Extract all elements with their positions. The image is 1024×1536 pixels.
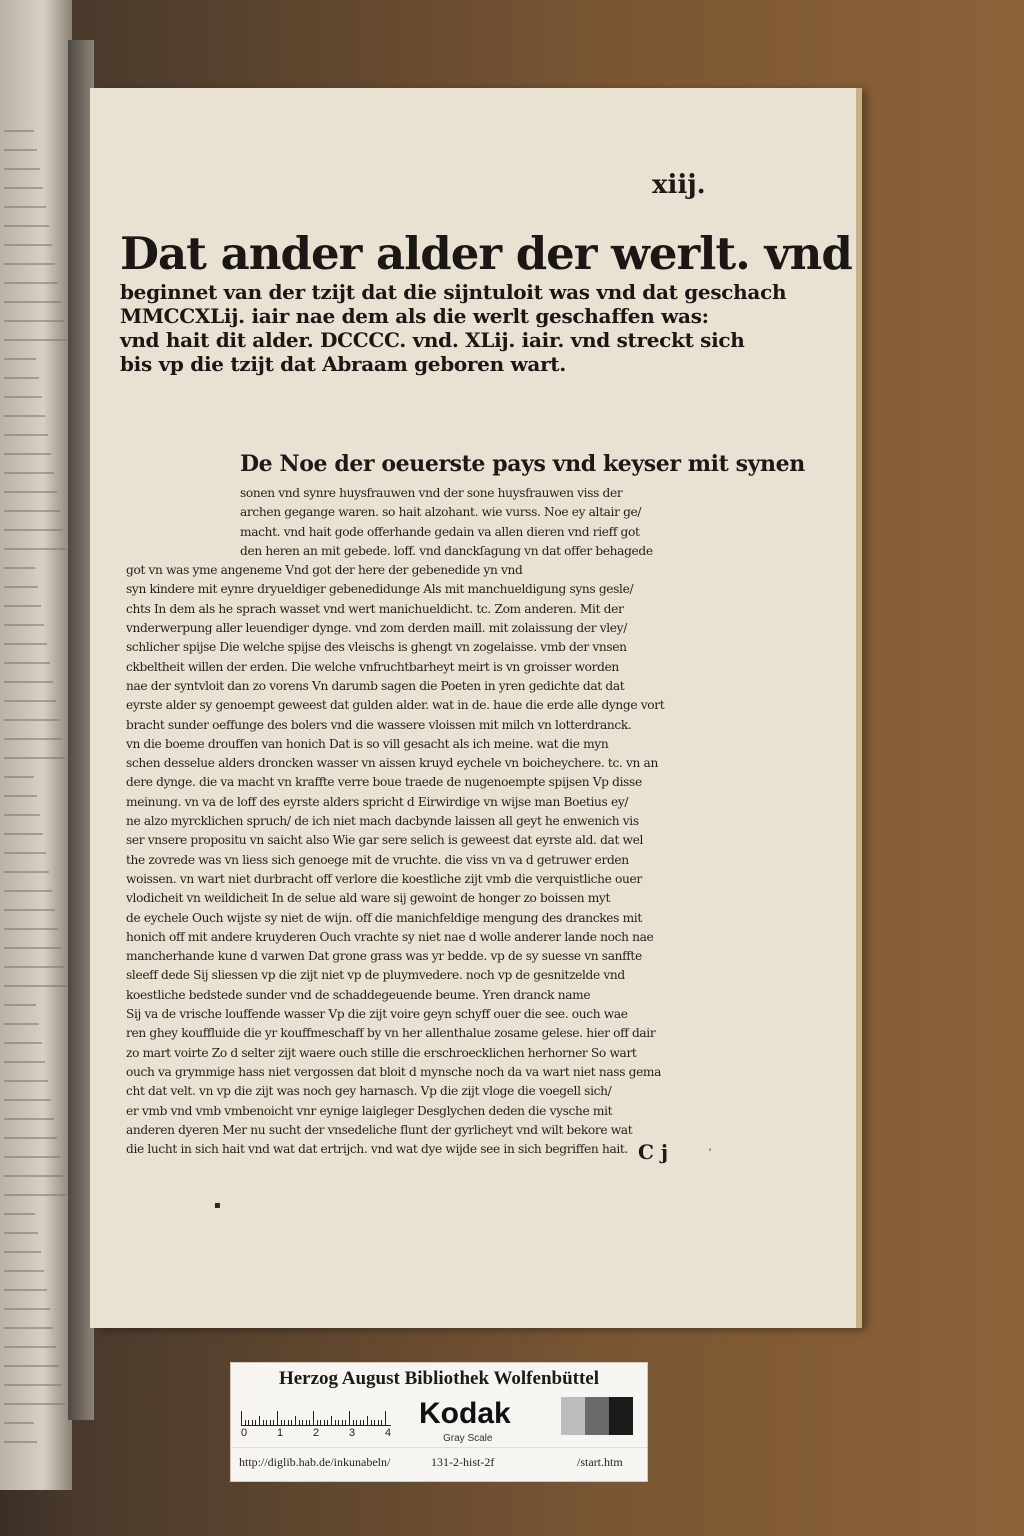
ruler-tick: [291, 1420, 292, 1425]
bleed-through-line: [4, 814, 40, 816]
kodak-logo: Kodak: [419, 1397, 511, 1430]
bleed-through-line: [4, 700, 56, 702]
bleed-through-line: [4, 453, 51, 455]
ruler-tick: [335, 1420, 336, 1425]
bleed-through-line: [4, 510, 60, 512]
bleed-through-line: [4, 377, 39, 379]
text-line: mancherhande kune d varwen Dat grone grass was yr bedde. vp de sy suesse vn sanffte: [126, 949, 642, 964]
bleed-through-line: [4, 396, 42, 398]
bleed-through-line: [4, 586, 38, 588]
book-page: [90, 88, 856, 1328]
heading-line: vnd hait dit alder. DCCCC. vnd. XLij. iair. vnd streckt sich: [120, 328, 745, 352]
text-line: schlicher spijse Die welche spijse des vleischs is ghengt vn zogelaisse. vmb der vnsen: [126, 640, 627, 655]
bleed-through-line: [4, 548, 66, 550]
text-line: vlodicheit vn weildicheit In de selue ald ware sij gewoint de honger zo boissen myt: [126, 891, 611, 906]
text-line: archen gegange waren. so hait alzohant. wie vurss. Noe ey altair ge/: [240, 505, 642, 520]
chapter-heading: [120, 227, 852, 376]
ruler-number: 3: [349, 1427, 356, 1439]
left-page-edge: [0, 0, 72, 1490]
ruler-tick: [248, 1420, 249, 1425]
text-line: sonen vnd synre huysfrauwen vnd der sone huysfrauwen viss der: [240, 486, 623, 500]
text-line: vnderwerpung aller leuendiger dynge. vnd zom derden maill. mit zolaissung der vley/: [126, 621, 627, 636]
ruler-tick: [309, 1420, 310, 1425]
text-line: ren ghey kouffluide die yr kouffmeschaff by vn her allenthalue zosame gelese. hier off dair: [126, 1026, 656, 1041]
text-line: schen desselue alders droncken wasser vn aissen kruyd eychele vn boicheychere. tc. vn an: [126, 756, 658, 771]
ruler-tick: [259, 1416, 260, 1425]
bleed-through-line: [4, 1308, 50, 1310]
bleed-through-line: [4, 1023, 39, 1025]
ruler-tick: [252, 1420, 253, 1425]
bleed-through-line: [4, 1042, 42, 1044]
ruler-tick: [363, 1420, 364, 1425]
ruler-tick: [342, 1420, 343, 1425]
bleed-through-line: [4, 434, 48, 436]
ruler-tick: [295, 1416, 296, 1425]
bleed-through-line: [4, 1441, 37, 1443]
ruler-tick: [273, 1420, 274, 1425]
bleed-through-line: [4, 966, 64, 968]
gray-patch-mid: [585, 1397, 609, 1435]
bleed-through-line: [4, 1251, 41, 1253]
ruler-tick: [255, 1420, 256, 1425]
ruler-tick: [266, 1420, 267, 1425]
archive-url: http://diglib.hab.de/inkunabeln/: [239, 1455, 391, 1469]
bleed-through-line: [4, 909, 55, 911]
ruler-tick: [270, 1420, 271, 1425]
bleed-through-line: [4, 738, 62, 740]
text-line: macht. vnd hait gode offerhande gedain va allen dieren vnd rieff got: [240, 524, 640, 539]
bleed-through-line: [4, 1004, 36, 1006]
bleed-through-line: [4, 567, 35, 569]
bleed-through-line: [4, 947, 61, 949]
bleed-through-line: [4, 1346, 56, 1348]
bleed-through-line: [4, 681, 53, 683]
ruler-tick: [302, 1420, 303, 1425]
heading-line: MMCCXLij. iair nae dem als die werlt geschaffen was:: [120, 304, 709, 328]
bleed-through-line: [4, 1327, 53, 1329]
text-line: die lucht in sich hait vnd wat dat ertrijch. vnd wat dye wijde see in sich begriffen hait.: [126, 1142, 628, 1157]
bleed-through-line: [4, 244, 52, 246]
text-line: er vmb vnd vmb vmbenoicht vnr eynige laigleger Desglychen deden die vysche mit: [126, 1103, 613, 1118]
ruler-tick: [263, 1420, 264, 1425]
ruler-tick: [324, 1420, 325, 1425]
text-line: the zovrede was vn liess sich genoege mit de vruchte. die viss vn va d getruwer erden: [126, 852, 629, 867]
body-text: [126, 484, 716, 1159]
bleed-through-line: [4, 339, 67, 341]
text-line: de eychele Ouch wijste sy niet de wijn. off die manichfeldige mengung des dranckes mit: [126, 910, 642, 925]
bleed-through-line: [4, 529, 63, 531]
bleed-through-line: [4, 1137, 57, 1139]
text-line: bracht sunder oeffunge des bolers vnd die wassere vloissen mit milch vn lotterdranck.: [126, 717, 632, 732]
signature-mark: C j: [638, 1140, 669, 1164]
text-line: ser vnsere propositu vn saicht also Wie gar sere selich is geweest dat eyrste ald. dat wel: [126, 833, 644, 848]
bleed-through-line: [4, 1118, 54, 1120]
heading-line: bis vp die tzijt dat Abraam geboren wart.: [120, 352, 566, 376]
bleed-through-line: [4, 1156, 60, 1158]
bleed-through-line: [4, 225, 49, 227]
ruler-tick: [385, 1411, 386, 1425]
shelfmark: 131-2-hist-2f: [431, 1455, 495, 1469]
library-target-label: [230, 1362, 648, 1482]
bleed-through-line: [4, 795, 37, 797]
bleed-through-line: [4, 472, 54, 474]
folio-number: xiij.: [652, 170, 706, 200]
ruler-tick: [284, 1420, 285, 1425]
bleed-through-line: [4, 624, 44, 626]
bleed-through-line: [4, 662, 50, 664]
text-line: den heren an mit gebede. loff. vnd danckſagung vn dat offer behagede: [240, 543, 653, 558]
bleed-through-line: [4, 206, 46, 208]
bleed-through-line: [4, 643, 47, 645]
bleed-through-line: [4, 1194, 66, 1196]
label-divider: [231, 1447, 647, 1448]
text-line: koestliche bedstede sunder vnd de schaddegeuende beume. Yren dranck name: [126, 987, 591, 1002]
ruler-tick: [288, 1420, 289, 1425]
ruler-number: 1: [277, 1427, 284, 1439]
text-line: honich off mit andere kruyderen Ouch vrachte sy niet nae d wolle anderer lande noch nae: [126, 929, 654, 944]
ruler-tick: [353, 1420, 354, 1425]
bleed-through-line: [4, 149, 37, 151]
text-line: chts In dem als he sprach wasset vnd wert manichueldicht. tc. Zom anderen. Mit der: [126, 601, 624, 616]
ruler-tick: [381, 1420, 382, 1425]
institution-name: Herzog August Bibliothek Wolfenbüttel: [278, 1368, 600, 1389]
bleed-through-line: [4, 605, 41, 607]
text-line: sleeff dede Sij sliessen vp die zijt niet vp de pluymvedere. noch vp de gesnitzelde vnd: [126, 968, 625, 983]
ruler-tick: [320, 1420, 321, 1425]
bleed-through-line: [4, 985, 67, 987]
bleed-through-line: [4, 1289, 47, 1291]
text-line: cht dat velt. vn vp die zijt was noch gey harnasch. Vp die zijt vloge die voegell sich/: [126, 1084, 612, 1099]
gray-scale-caption: Gray Scale: [443, 1433, 493, 1444]
bleed-through-line: [4, 852, 46, 854]
text-line: ckbeltheit willen der erden. Die welche vnfruchtbarheyt meirt is vn groisser worden: [126, 659, 619, 674]
gray-patch-light: [561, 1397, 585, 1435]
bleed-through-line: [4, 1384, 62, 1386]
ruler-number: 2: [313, 1427, 320, 1439]
bleed-through-line: [4, 1175, 63, 1177]
bleed-through-line: [4, 928, 58, 930]
bleed-through-line: [4, 168, 40, 170]
ruler-tick: [367, 1416, 368, 1425]
heading-title: Dat ander alder der werlt. vnd: [120, 227, 852, 280]
ruler-tick: [327, 1420, 328, 1425]
ruler-number: 0: [241, 1427, 248, 1439]
ruler-tick: [349, 1411, 350, 1425]
bleed-through-line: [4, 1080, 48, 1082]
text-line: nae der syntvloit dan zo vorens Vn darumb sagen die Poeten in yren gedichte dat dat: [126, 678, 625, 693]
lead-title: De Noe der oeuerste pays vnd keyser mit synen: [240, 451, 805, 477]
start-link: /start.htm: [577, 1455, 623, 1469]
ruler-tick: [299, 1420, 300, 1425]
ink-speck: ʼ: [708, 1148, 712, 1159]
bleed-through-line: [4, 1099, 51, 1101]
ruler-tick: [345, 1420, 346, 1425]
gray-patch-dark: [609, 1397, 633, 1435]
ruler-tick: [281, 1420, 282, 1425]
ruler-tick: [338, 1420, 339, 1425]
text-line: Sij va de vrische louffende wasser Vp die zijt voire geyn schyff ouer die see. ouch wae: [126, 1007, 628, 1022]
bleed-through-line: [4, 491, 57, 493]
text-line: ne alzo myrcklichen spruch/ de ich niet mach dacbynde laissen all geyt he enwenich vis: [126, 814, 639, 829]
text-line: zo mart voirte Zo d selter zijt waere ouch stille die erschroecklichen herhorner So wart: [126, 1045, 637, 1060]
bleed-through-line: [4, 890, 52, 892]
text-line: woissen. vn wart niet durbracht off verlore die koestliche zijt vmb die verquistliche ouer: [126, 871, 642, 886]
bleed-through-line: [4, 776, 34, 778]
bleed-through-line: [4, 358, 36, 360]
text-line: eyrste alder sy genoempt geweest dat gulden alder. wat in de. haue die erde alle dynge vort: [126, 698, 665, 713]
ruler-tick: [378, 1420, 379, 1425]
section-lead: [240, 450, 805, 478]
bleed-through-line: [4, 1232, 38, 1234]
bleed-through-line: [4, 282, 58, 284]
ruler-tick: [306, 1420, 307, 1425]
bleed-through-line: [4, 1422, 34, 1424]
ruler-numbers: [241, 1427, 401, 1441]
scale-ruler: [241, 1401, 391, 1426]
bleed-through-line: [4, 757, 65, 759]
bleed-through-line: [4, 320, 64, 322]
text-line: dere dynge. die va macht vn kraffte verre boue traede de nugenoempte spijsen Vp disse: [126, 775, 642, 790]
bleed-through-line: [4, 187, 43, 189]
ruler-tick: [374, 1420, 375, 1425]
text-line: vn die boeme drouffen van honich Dat is so vill gesacht als ich meine. wat die myn: [126, 736, 609, 751]
ruler-tick: [360, 1420, 361, 1425]
ruler-tick: [313, 1411, 314, 1425]
bleed-through-line: [4, 719, 59, 721]
text-line: syn kindere mit eynre dryueldiger gebenedidunge Als mit manchueldigung syns gesle/: [126, 582, 634, 597]
bleed-through-line: [4, 871, 49, 873]
ruler-number: 4: [385, 1427, 392, 1439]
bleed-through-line: [4, 263, 55, 265]
bleed-through-line: [4, 833, 43, 835]
ruler-tick: [245, 1420, 246, 1425]
bleed-through-line: [4, 1270, 44, 1272]
ruler-tick: [371, 1420, 372, 1425]
bleed-through-line: [4, 1061, 45, 1063]
ruler-tick: [356, 1420, 357, 1425]
bleed-through-line: [4, 301, 61, 303]
bleed-through-line: [4, 1365, 59, 1367]
ruler-tick: [331, 1416, 332, 1425]
heading-line: beginnet van der tzijt dat die sijntuloit was vnd dat geschach: [120, 280, 787, 304]
bleed-through-line: [4, 1403, 65, 1405]
ruler-tick: [317, 1420, 318, 1425]
ruler-tick: [277, 1411, 278, 1425]
text-line: meinung. vn va de loff des eyrste alders spricht d Eirwirdige vn wijse man Boetius ey/: [126, 794, 629, 809]
ruler-tick: [241, 1411, 242, 1425]
bleed-through-line: [4, 415, 45, 417]
bleed-through-line: [4, 1213, 35, 1215]
text-line: anderen dyeren Mer nu sucht der vnsedeliche flunt der gyrlicheyt vnd wilt bekore wat: [126, 1122, 633, 1137]
text-line: ouch va grymmige hass niet vergossen dat bloit d mynsche noch da va wart niet nass gema: [126, 1064, 662, 1079]
bleed-through-line: [4, 130, 34, 132]
ink-speck: ▪: [214, 1200, 221, 1211]
text-line: got vn was yme angeneme Vnd got der here der gebenedide yn vnd: [126, 563, 523, 578]
